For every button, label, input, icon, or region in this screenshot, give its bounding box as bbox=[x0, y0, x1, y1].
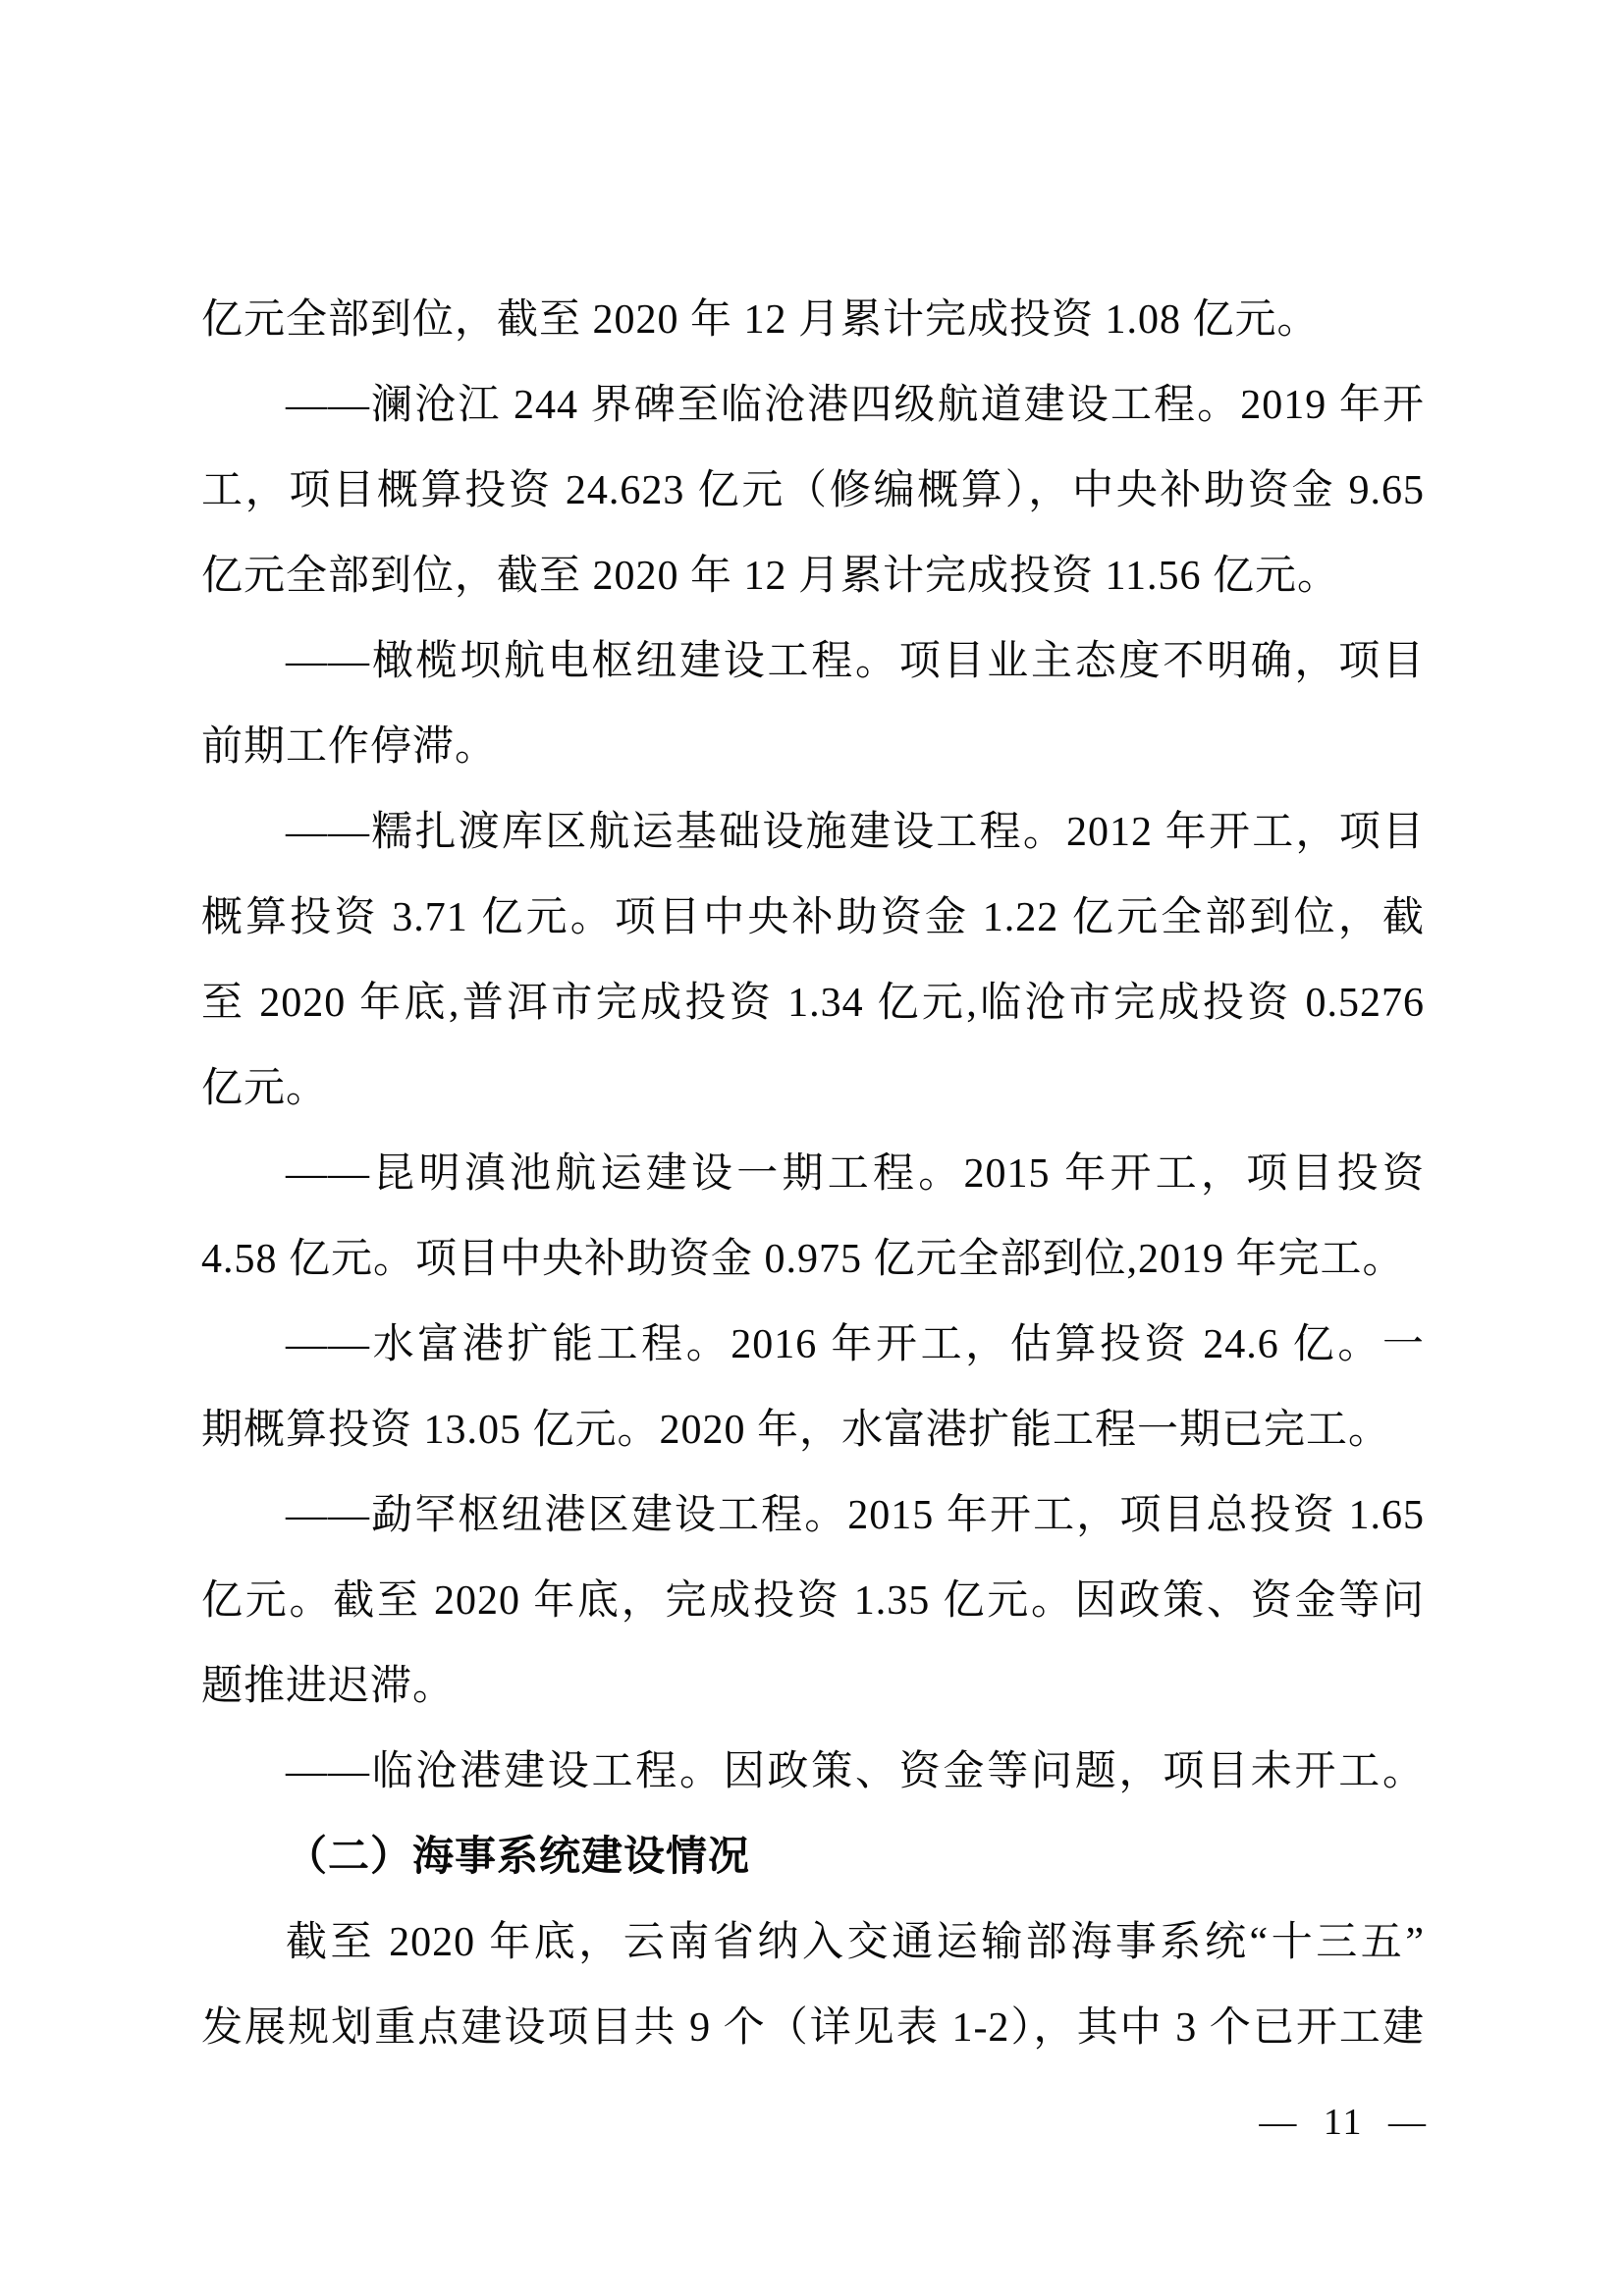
document-body bbox=[201, 278, 1425, 2071]
text-line: 截至 2020 年底，云南省纳入交通运输部海事系统“十三五” bbox=[286, 1920, 1425, 1965]
text-line: ——澜沧江 244 界碑至临沧港四级航道建设工程。2019 年开 bbox=[286, 383, 1425, 428]
text-line: 4.58 亿元。项目中央补助资金 0.975 亿元全部到位,2019 年完工。 bbox=[201, 1237, 1405, 1282]
text-line: ——昆明滇池航运建设一期工程。2015 年开工，项目投资 bbox=[286, 1151, 1425, 1197]
text-line: 期概算投资 13.05 亿元。2020 年，水富港扩能工程一期已完工。 bbox=[201, 1408, 1391, 1453]
text-line: 前期工作停滞。 bbox=[201, 724, 498, 770]
text-line: 亿元全部到位，截至 2020 年 12 月累计完成投资 11.56 亿元。 bbox=[201, 554, 1339, 599]
text-line: 概算投资 3.71 亿元。项目中央补助资金 1.22 亿元全部到位，截 bbox=[201, 895, 1425, 940]
text-line: ——水富港扩能工程。2016 年开工，估算投资 24.6 亿。一 bbox=[286, 1322, 1425, 1367]
page-number: — 11 — bbox=[1259, 2102, 1428, 2143]
text-line: ——临沧港建设工程。因政策、资金等问题，项目未开工。 bbox=[286, 1749, 1425, 1794]
text-line: 题推进迟滞。 bbox=[201, 1664, 456, 1709]
text-line: ——糯扎渡库区航运基础设施建设工程。2012 年开工，项目 bbox=[286, 810, 1425, 855]
text-line: 亿元。 bbox=[201, 1066, 329, 1111]
page-footer bbox=[1259, 2097, 1428, 2148]
text-line: ——橄榄坝航电枢纽建设工程。项目业主态度不明确，项目 bbox=[286, 639, 1425, 684]
text-line: 至 2020 年底,普洱市完成投资 1.34 亿元,临沧市完成投资 0.5276 bbox=[201, 981, 1425, 1026]
text-line: ——勐罕枢纽港区建设工程。2015 年开工，项目总投资 1.65 bbox=[286, 1493, 1425, 1538]
text-line: 亿元全部到位，截至 2020 年 12 月累计完成投资 1.08 亿元。 bbox=[201, 297, 1320, 343]
text-line: 工，项目概算投资 24.623 亿元（修编概算），中央补助资金 9.65 bbox=[201, 468, 1425, 513]
section-heading: （二）海事系统建设情况 bbox=[286, 1835, 751, 1880]
text-line: 发展规划重点建设项目共 9 个（详见表 1-2），其中 3 个已开工建 bbox=[201, 2005, 1425, 2051]
text-line: 亿元。截至 2020 年底，完成投资 1.35 亿元。因政策、资金等问 bbox=[201, 1578, 1425, 1624]
